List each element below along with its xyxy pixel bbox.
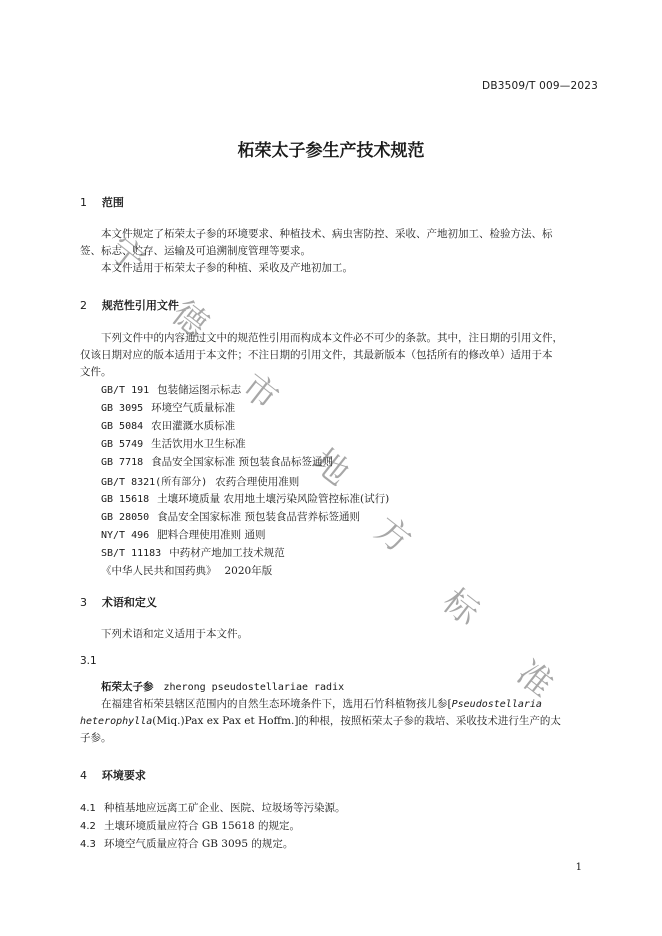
reference-item — [101, 436, 246, 451]
definition-text: 在福建省柘荣县辖区范围内的自然生态环境条件下，选用石竹科植物孩儿参[ — [101, 698, 452, 710]
reference-code: GB/T 8321(所有部分) — [101, 477, 208, 488]
reference-code: GB 28050 — [101, 512, 150, 523]
section-number: 4 — [80, 769, 87, 782]
reference-code: GB 7718 — [101, 457, 144, 468]
reference-item — [101, 491, 389, 506]
reference-item — [101, 527, 266, 542]
requirement-item — [80, 836, 293, 851]
reference-item — [101, 473, 299, 489]
reference-code: GB 3095 — [101, 403, 144, 414]
watermark-character: 宁 — [101, 229, 153, 282]
reference-title: 食品安全国家标准 预包装食品营养标签通则 — [157, 511, 361, 523]
term-definition-line1 — [101, 696, 542, 713]
section-2-intro-line1: 下列文件中的内容通过文中的规范性引用而构成本文件必不可少的条款。其中，注日期的引用文件， — [101, 332, 563, 344]
section-2-heading — [80, 297, 179, 313]
watermark-character: 地 — [305, 441, 357, 494]
reference-item — [101, 545, 285, 560]
section-number: 3 — [80, 596, 87, 609]
reference-item — [101, 563, 272, 578]
watermark-character: 市 — [234, 366, 286, 419]
requirement-text: 环境空气质量应符合 GB 3095 的规定。 — [104, 838, 294, 850]
standard-code: DB3509/T 009—2023 — [482, 80, 598, 92]
requirement-number: 4.2 — [80, 821, 96, 832]
term-chinese: 柘荣太子参 — [101, 681, 154, 693]
reference-title: 环境空气质量标准 — [151, 402, 236, 414]
requirement-item — [80, 818, 300, 833]
section-2-intro-line3: 文件。 — [80, 366, 112, 378]
section-3-intro: 下列术语和定义适用于本文件。 — [101, 628, 248, 640]
section-3-heading — [80, 594, 157, 610]
reference-title: 农药合理使用准则 — [215, 476, 300, 488]
reference-code: 《中华人民共和国药典》 — [101, 565, 217, 577]
section-1-para2: 本文件适用于柘荣太子参的种植、采收及产地初加工。 — [101, 262, 353, 274]
requirement-text: 土壤环境质量应符合 GB 15618 的规定。 — [104, 820, 301, 832]
requirement-item — [80, 800, 346, 815]
reference-code: GB 5084 — [101, 421, 144, 432]
requirement-number: 4.3 — [80, 839, 96, 850]
reference-code: GB 15618 — [101, 494, 150, 505]
reference-item — [101, 382, 241, 397]
requirement-number: 4.1 — [80, 803, 96, 814]
reference-title: 食品安全国家标准 预包装食品标签通则 — [151, 456, 333, 468]
definition-text: (Miq.)Pax ex Pax et Hoffm.]的种根，按照柘荣太子参的栽培、采收技术进行生产的太 — [152, 715, 561, 727]
reference-item — [101, 509, 360, 524]
reference-title: 农田灌溉水质标准 — [151, 420, 236, 432]
section-number: 1 — [80, 196, 87, 209]
section-2-intro-line2: 仅该日期对应的版本适用于本文件；不注日期的引用文件，其最新版本（包括所有的修改单）适用于本 — [80, 349, 553, 361]
reference-title: 中药材产地加工技术规范 — [169, 547, 285, 559]
watermark-character: 标 — [435, 581, 487, 634]
section-title: 环境要求 — [101, 769, 146, 782]
section-title: 规范性引用文件 — [101, 299, 179, 312]
reference-item — [101, 418, 235, 433]
document-title: 柘荣太子参生产技术规范 — [237, 141, 425, 161]
latin-species: heterophylla — [80, 716, 153, 727]
term-entry — [101, 679, 344, 694]
section-number: 2 — [80, 299, 87, 312]
requirement-text: 种植基地应远离工矿企业、医院、垃圾场等污染源。 — [104, 802, 346, 814]
reference-code: NY/T 496 — [101, 530, 150, 541]
term-english: zherong pseudostellariae radix — [163, 682, 345, 693]
page-number: 1 — [575, 862, 582, 873]
reference-title: 包装储运图示标志 — [157, 384, 242, 396]
term-number: 3.1 — [80, 655, 97, 667]
reference-title: 生活饮用水卫生标准 — [151, 438, 246, 450]
term-definition-line3: 子参。 — [80, 732, 112, 744]
latin-genus: Pseudostellaria — [451, 699, 542, 710]
reference-code: GB/T 191 — [101, 385, 150, 396]
watermark-character: 德 — [164, 293, 216, 346]
section-title: 术语和定义 — [101, 596, 157, 609]
watermark-character: 方 — [367, 509, 419, 562]
section-1-para1-line1: 本文件规定了柘荣太子参的环境要求、种植技术、病虫害防控、采收、产地初加工、检验方法、标 — [101, 228, 553, 240]
reference-title: 土壤环境质量 农用地土壤污染风险管控标准(试行) — [157, 493, 390, 505]
reference-item — [101, 454, 333, 469]
reference-title: 肥料合理使用准则 通则 — [157, 529, 266, 541]
term-definition-line2 — [80, 713, 561, 730]
section-4-heading — [80, 767, 146, 783]
section-1-para1-line2: 签、标志、贮存、运输及可追溯制度管理等要求。 — [80, 245, 311, 257]
section-title: 范围 — [101, 196, 124, 209]
reference-item — [101, 400, 235, 415]
reference-title: 2020年版 — [224, 565, 273, 577]
reference-code: GB 5749 — [101, 439, 144, 450]
section-1-heading — [80, 194, 124, 210]
watermark-character: 准 — [509, 653, 561, 706]
reference-code: SB/T 11183 — [101, 548, 162, 559]
